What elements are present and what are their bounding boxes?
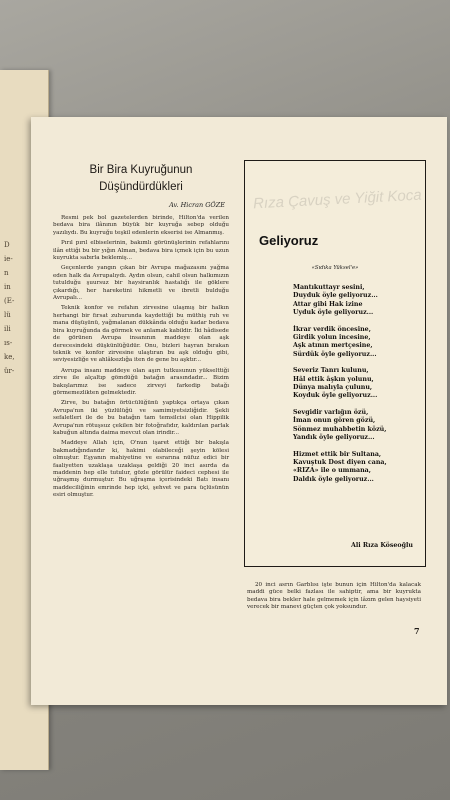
show-through-text: Rıza Çavuş ve Yiğit Koca: [252, 186, 423, 213]
article-author: Av. Hicran GÖZE: [169, 201, 225, 209]
poem-line: Uyduk öyle geliyoruz...: [293, 309, 374, 317]
article-paragraph: Pırıl pırıl elbiselerinin, bakımlı görünüşlerinin refahlarını ilân ettiği bu bir yığın Alman, bedava bira içmek için bu uzun kuyrukta sabırla beklemiş...: [53, 240, 229, 262]
poem-author: Ali Rıza Köseoğlu: [351, 542, 413, 549]
poem-stanza: [293, 326, 423, 360]
poem-line: Dünya malıyla çulunu,: [293, 384, 373, 392]
poem-line: Severiz Tanrı kulunu,: [293, 367, 369, 375]
article-paragraph: Zirve, bu batağın örtücülüğünü yaptıkça ortaya çıkan Avrupa'nın iki yüzlülüğü ve samimiyetsizliğidir. Şekli sefaletleri ile de bu batağın tam temsilcisi olan Hippilik Avrupa'nın rötuşsuz çekilen bir fotoğrafıdır, kaldırılan parlak kabuğun altında daima mevcut olan irindir...: [53, 400, 229, 436]
poem-line: Sürdük öyle geliyoruz...: [293, 350, 377, 358]
article-title-line1: Bir Bira Kuyruğunun: [89, 164, 193, 176]
poem-line: Aşk atının mertçesine,: [293, 342, 373, 350]
previous-page-fragment: ıs-: [4, 339, 13, 347]
poem-stanza: [293, 367, 423, 401]
previous-page-fragment: (E-: [4, 297, 15, 305]
poem-dedication: «Sıdıka Yüksel'e»: [311, 265, 359, 271]
poem-line: Girdik yolun incesine,: [293, 334, 371, 342]
poem-line: Yandık öyle geliyoruz...: [293, 434, 375, 442]
article-paragraph: Resmi pek bol gazetelerden birinde, Hilton'da verilen bedava bira ilânının büyük bir kuyruğa sebep olduğu yazılıydı. Bu kuyruğu teşkil edenlerin ekserisi ise Almanmış.: [53, 215, 229, 236]
poem-line: Attar gibi Hak izine: [293, 300, 363, 308]
previous-page-fragment: ke,: [4, 353, 15, 361]
poem-stanza: [293, 409, 423, 443]
poem-body: [293, 284, 423, 492]
article-continuation: [247, 582, 421, 615]
previous-page-fragment: lü: [4, 311, 11, 319]
poem-line: Daldık öyle geliyoruz...: [293, 475, 374, 483]
poem-line: Hizmet ettik bir Sultana,: [293, 450, 382, 458]
poem-line: İman onun gören gözü,: [293, 417, 376, 425]
previous-page-fragment: ie-: [4, 255, 13, 263]
poem-line: Mantıkuttayr sesini,: [293, 284, 365, 291]
article-paragraph: Avrupa insanı maddeye olan aşırı tutkusunun yükselttiği zirve ile alçaltıp gömdüğü batağın arasındadır... Bizim bakışlarımız ise sadece zirveyi farkedip batağı görmemezlikten gelmektedir.: [53, 367, 229, 396]
magazine-page: [31, 117, 447, 705]
previous-page-fragment: ili: [4, 325, 11, 333]
article-column: [53, 162, 229, 503]
poem-stanza: [293, 284, 423, 318]
continuation-paragraph: 20 inci asrın Garblısı işte bunun için Hilton'da kalacak maddi güce belki fazlası ile sahiptir, ama bir kuyrukta bedava bira bekler hale gelmemek için lâzım gelen haysiyeti verecek bir manevi güçten çok yoksundur.: [247, 582, 421, 611]
article-body: [53, 215, 229, 500]
poem-line: Hâl ettik âşkın yolunu,: [293, 375, 374, 383]
poem-title: Geliyoruz: [259, 233, 319, 248]
poem-line: Kavuştuk Dost diyen cana,: [293, 458, 387, 466]
poem-line: İkrar verdik öncesine,: [293, 325, 371, 333]
article-title-line2: Düşündürdükleri: [99, 181, 183, 193]
poem-stanza: [293, 451, 423, 485]
poem-line: Koyduk öyle geliyoruz...: [293, 392, 378, 400]
poem-box: [244, 160, 426, 567]
previous-page-fragment: n: [4, 269, 9, 277]
poem-line: Sevgidir varlığın özü,: [293, 408, 369, 416]
article-paragraph: Teknik konfor ve refahın zirvesine ulaşmış bir halkın herhangi bir fırsat zuhurunda kaydettiği bu müthiş ruh ve mana düşüşünü, yağmalanan dükkânda olduğu kadar bedava bira kuyruğunda da görmek ve anlamak kabildir. İki hâdisede de görünen Avrupa insanının maddeye olan aşk derecesindeki düşkünlüğüdür. Onu, bizleri hayran bırakan teknik ve konfor zirvesine ulaştıran bu aşk olduğu gibi, seviyesizliğe ve ahlâksızlığa iten de gene bu aşktır...: [53, 305, 229, 364]
poem-line: «RIZA» ile o ummana,: [293, 467, 371, 475]
page-number: 7: [414, 626, 420, 636]
article-paragraph: Geçenlerde yangın çıkan bir Avrupa mağazasını yağma eden halk da Avrupalıydı. Aydın olsun, cahil olsun halkımızın tutulduğu şuursuz bir haysiranlık hastalığı ile göklere çıkardığı, her hareketini hikmetli ve ibretli bulduğu Avrupalı...: [53, 265, 229, 302]
previous-page-fragment: in: [4, 283, 11, 291]
poem-line: Sönmez muhabbetin közü,: [293, 425, 387, 433]
poem-line: Duyduk öyle geliyoruz...: [293, 292, 378, 300]
previous-page-fragment: ür-: [4, 367, 15, 375]
article-paragraph: Maddeye Allah için, O'nun işaret ettiği bir bakışla bakmadığındandır ki, hakimi olabileceği şeyin kölesi olmuştur. Eşyanın mahiyetine ve esrarına nüfuz edici bir faaliyetten uzaklaşa uzaklaşa geldiği 20 inci asırda da maddenin hep elle tutulur, gözle görülür faideci cephesi ile uğraşmış durmuştur. Bu uğraşma içerisindeki Batı insanı maddeciliğinin emrinde hep içki, şehvet ve para üçlüsünün esiri olmuştur.: [53, 440, 229, 499]
previous-page-fragment: D: [4, 241, 10, 249]
